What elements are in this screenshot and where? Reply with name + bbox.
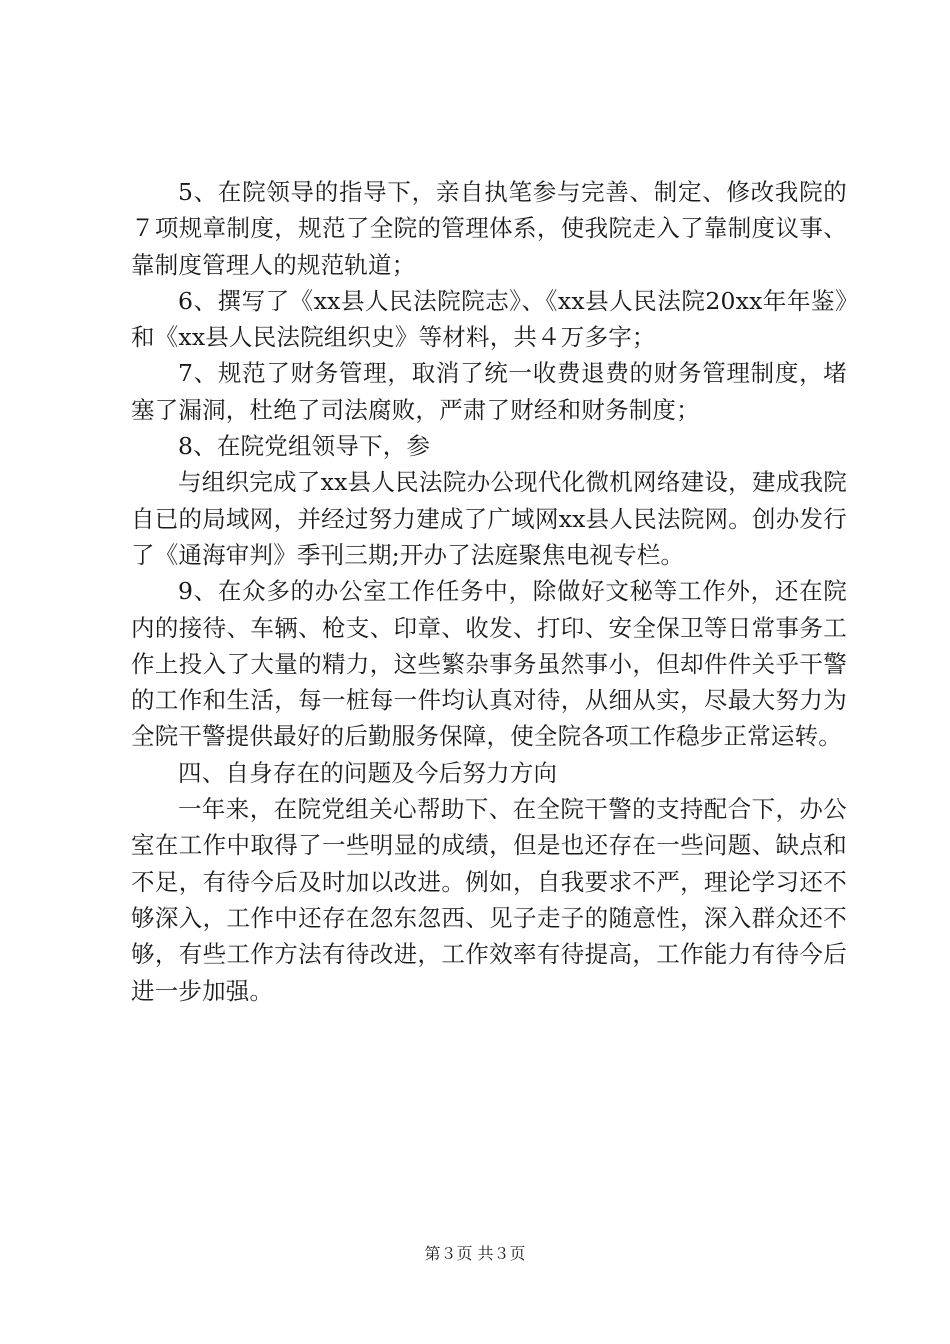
paragraph-item-6: 6、撰写了《xx县人民法院院志》、《xx县人民法院20xx年年鉴》和《xx县人民法院组织史》等材料，共４万多字； [131, 286, 847, 352]
paragraph-item-8: 8、在院党组领导下，参 [178, 432, 431, 461]
page-number-footer: 第３页 共３页 [424, 1244, 526, 1263]
paragraph-item-5: 5、在院领导的指导下，亲自执笔参与完善、制定、修改我院的７项规章制度，规范了全院的管理体系，使我院走入了靠制度议事、靠制度管理人的规范轨道； [131, 178, 847, 279]
section-heading: 四、自身存在的问题及今后努力方向 [178, 758, 558, 787]
paragraph-item-9: 9、在众多的办公室工作任务中，除做好文秘等工作外，还在院内的接待、车辆、枪支、印章、收发、打印、安全保卫等日常事务工作上投入了大量的精力，这些繁杂事务虽然事小，但却件件关乎干警的工作和生活，每一桩每一件均认真对待，从细从实，尽最大努力为全院干警提供最好的后勤服务保障，使全院各项工作稳步正常运转。 [131, 577, 847, 751]
paragraph-item-7: 7、规范了财务管理，取消了统一收费退费的财务管理制度，堵塞了漏洞，杜绝了司法腐败，严肃了财经和财务制度； [131, 359, 847, 424]
paragraph-item-8-continued: 与组织完成了xx县人民法院办公现代化微机网络建设，建成我院自已的局域网，并经过努力建成了广域网xx县人民法院网。创办发行了《通海审判》季刊三期;开办了法庭聚焦电视专栏。 [131, 468, 847, 569]
document-body [131, 174, 847, 1009]
paragraph-summary: 一年来，在院党组关心帮助下、在全院干警的支持配合下，办公室在工作中取得了一些明显的成绩，但是也还存在一些问题、缺点和不足，有待今后及时加以改进。例如，自我要求不严，理论学习还不够深入，工作中还存在忽东忽西、见子走子的随意性，深入群众还不够，有些工作方法有待改进，工作效率有待提高，工作能力有待今后进一步加强。 [131, 795, 847, 1005]
